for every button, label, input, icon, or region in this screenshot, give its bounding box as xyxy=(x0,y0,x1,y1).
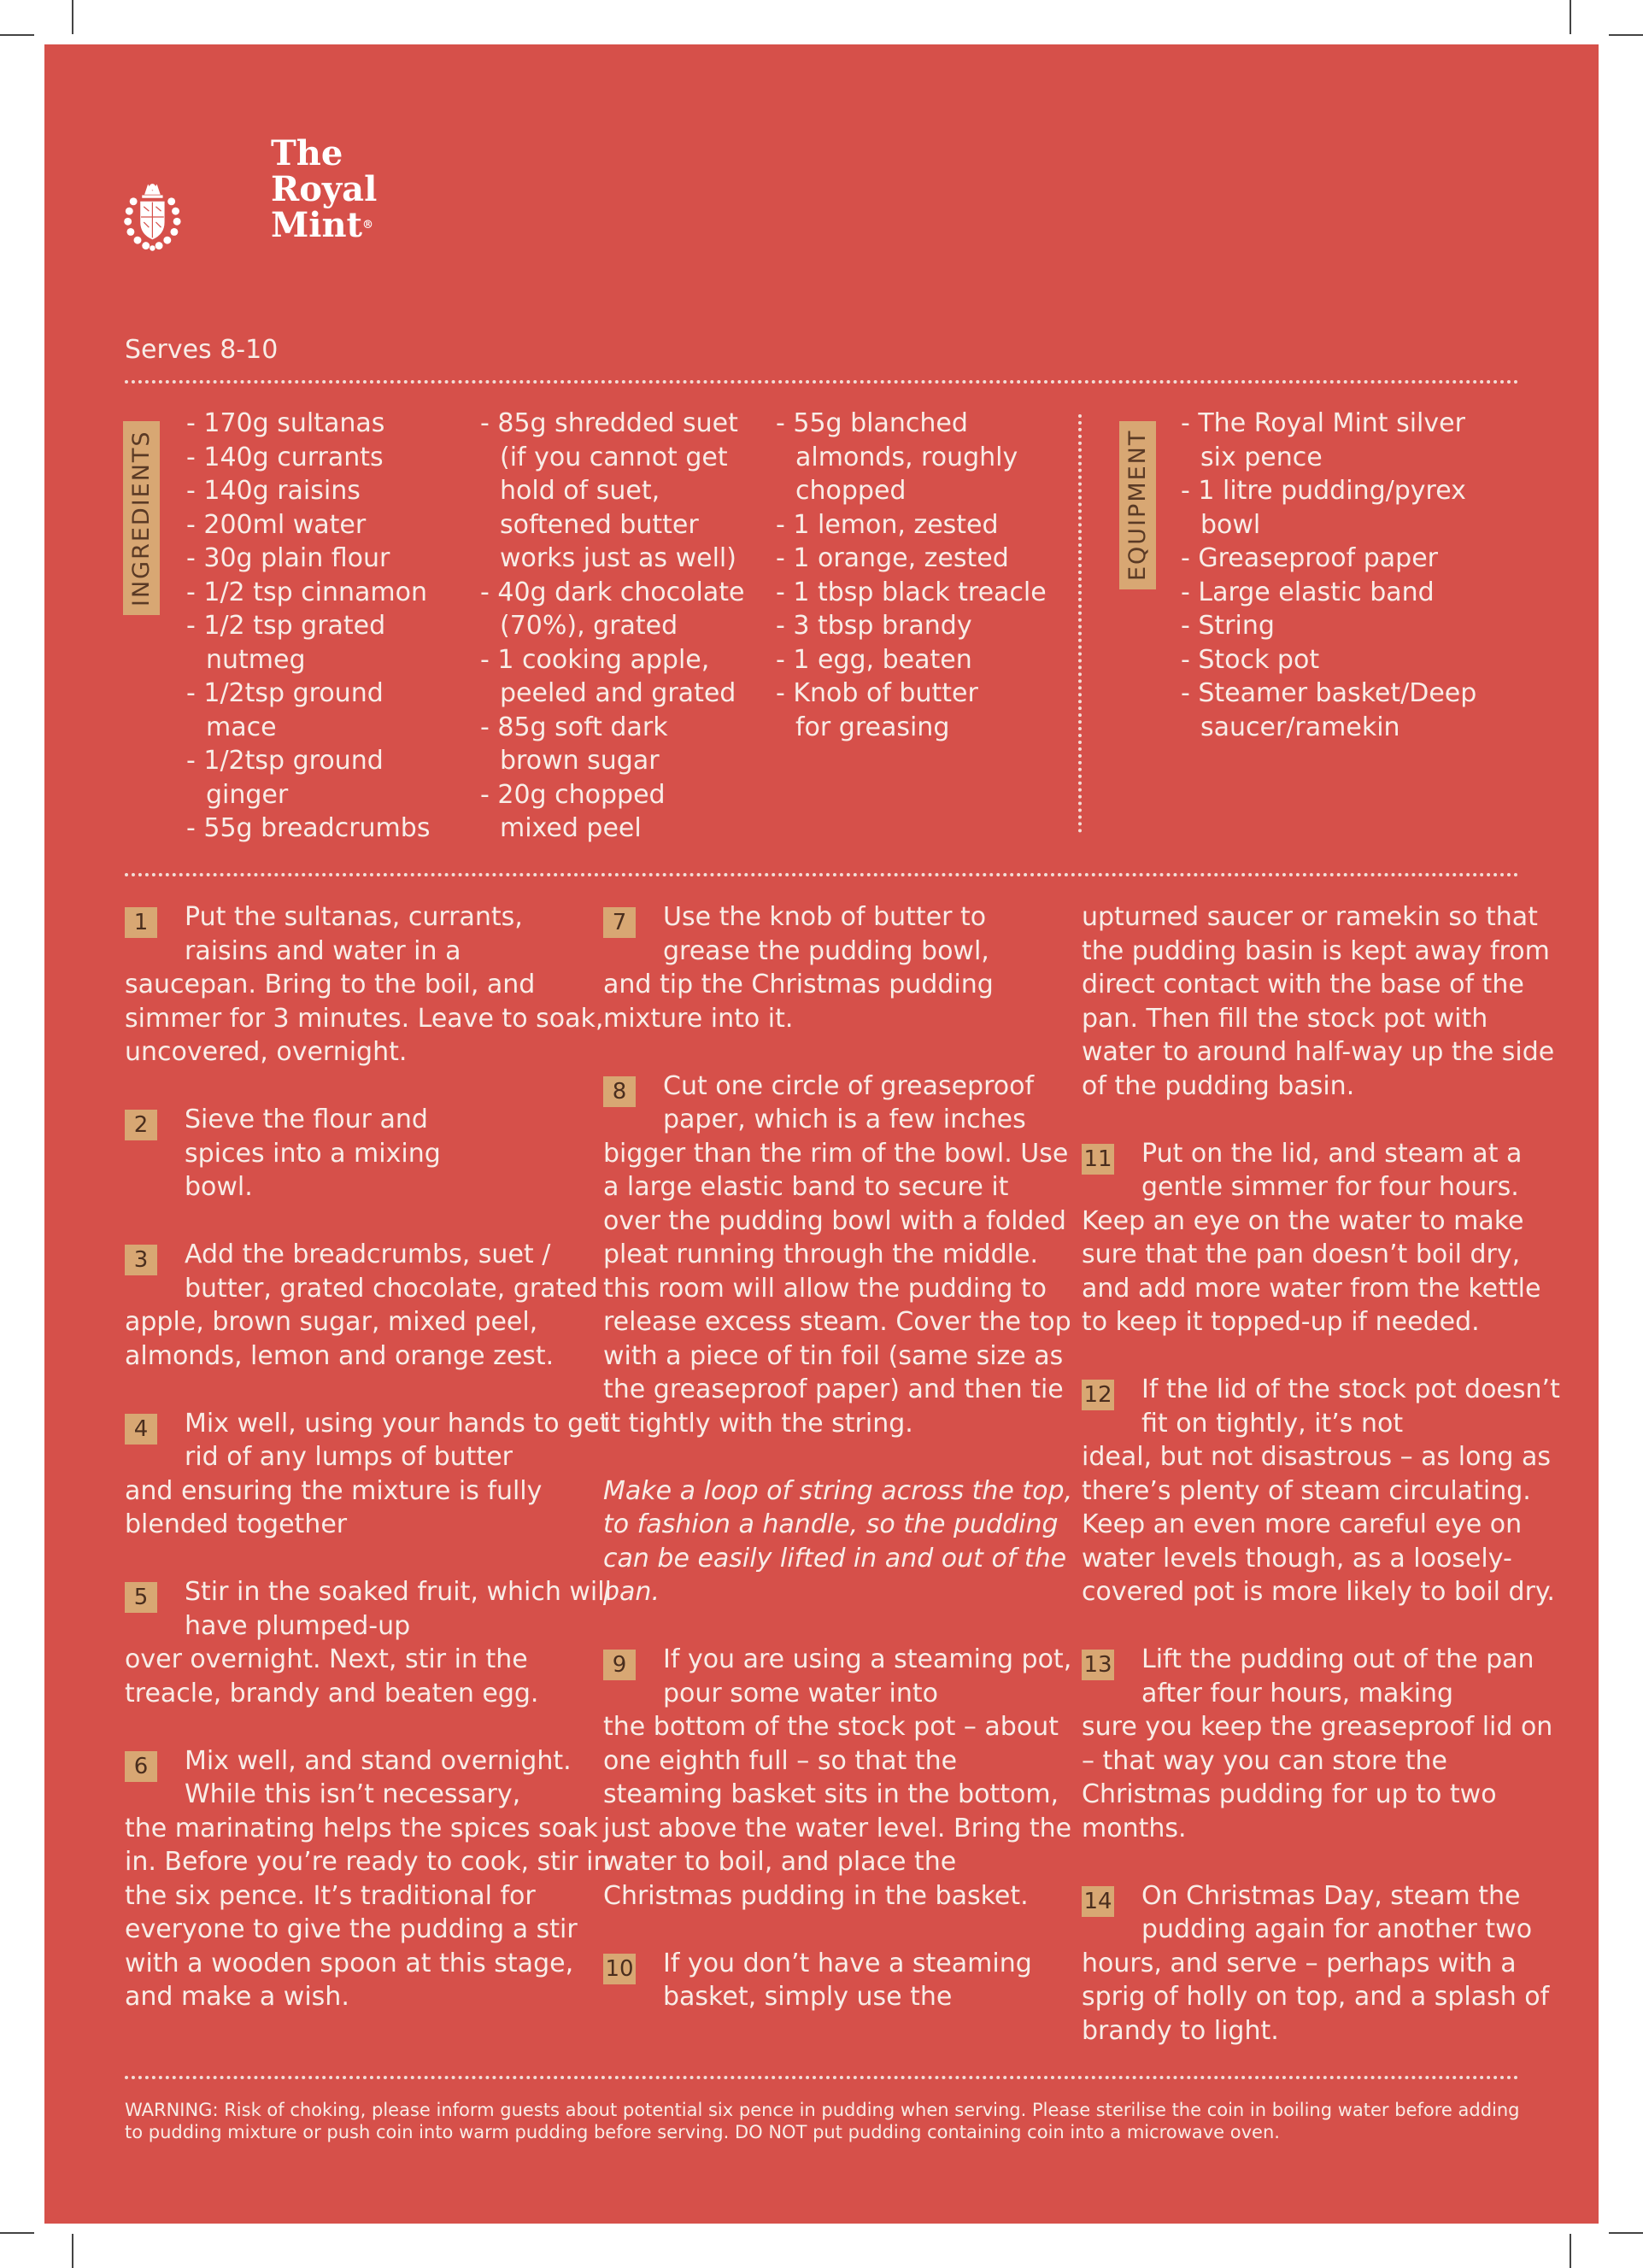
brand-line-2: Royal xyxy=(271,169,378,209)
ingredient-item: - 85g soft dark brown sugar xyxy=(480,712,668,776)
registered-mark: ® xyxy=(362,219,374,231)
step-number: 2 xyxy=(125,1110,157,1140)
serves-text: Serves 8-10 xyxy=(125,335,279,365)
step-number: 10 xyxy=(603,1954,636,1984)
crop-mark xyxy=(72,2234,73,2268)
crop-mark xyxy=(0,34,34,36)
equipment-label: EQUIPMENT xyxy=(1119,421,1156,589)
royal-mint-crest-logo xyxy=(123,117,268,314)
method-step-12: 12 If the lid of the stock pot doesn’t fit on tightly, it’s not ideal, but not disastrous – as long as there’s plenty of steam circulating. Keep an even more careful eye on water levels though, as a loosely-covered pot is more likely to boil dry. xyxy=(1082,1374,1560,1607)
ingredient-item: - 30g plain flour xyxy=(186,543,390,573)
ingredient-item: - 85g shredded suet (if you cannot get hold of suet, softened butter works just as well) xyxy=(480,408,738,573)
method-column-3 xyxy=(1082,900,1560,2082)
ingredient-item: - 200ml water xyxy=(186,509,367,540)
dotted-divider-bottom xyxy=(125,2076,1519,2079)
ingredient-item: - 55g breadcrumbs xyxy=(186,813,431,843)
ingredient-item: - 1/2 tsp cinnamon xyxy=(186,577,427,607)
step-number: 13 xyxy=(1082,1650,1114,1680)
crop-mark xyxy=(1570,2234,1571,2268)
equipment-item: - 1 litre pudding/pyrex bowl xyxy=(1181,476,1466,540)
step-number: 1 xyxy=(125,907,157,938)
ingredient-item: - 55g blanched almonds, roughly chopped xyxy=(776,408,1018,506)
method-step-14: 14 On Christmas Day, steam the pudding again for another two hours, and serve – perhaps with a sprig of holly on top, and a splash of brandy to light. xyxy=(1082,1880,1550,2046)
equipment-item: - String xyxy=(1181,611,1275,641)
method-step-4: 4 Mix well, using your hands to get rid of any lumps of butter and ensuring the mixture is fully blended together xyxy=(125,1408,610,1539)
ingredient-item: - 1 egg, beaten xyxy=(776,644,972,675)
brand-wordmark xyxy=(271,133,378,245)
ingredients-col-3 xyxy=(776,407,1058,744)
brand-line-1: The xyxy=(271,133,343,173)
method-step-2: 2 Sieve the flour and spices into a mixing bowl. xyxy=(125,1103,612,1204)
method-step-11: 11 Put on the lid, and steam at a gentle simmer for four hours. Keep an eye on the water to make sure that the pan doesn’t boil dry, and add more water from the kettle to keep it topped-up if needed. xyxy=(1082,1138,1541,1337)
method-column-1 xyxy=(125,900,612,2048)
ingredient-item: - 170g sultanas xyxy=(186,408,385,438)
method-step-10-continued: upturned saucer or ramekin so that the pudding basin is kept away from direct contact with the base of the pan. Then fill the stock pot with water to around half-way up the side of the pudding basin. xyxy=(1082,902,1555,1101)
ingredient-item: - 1/2tsp ground ginger xyxy=(186,746,384,810)
ingredients-col-1 xyxy=(186,407,443,846)
method-step-13: 13 Lift the pudding out of the pan after four hours, making sure you keep the greaseproof lid on – that way you can store the Christmas pudding for up to two months. xyxy=(1082,1644,1553,1843)
brand-line-3: Mint® xyxy=(271,205,374,245)
ingredient-item: - 1 tbsp black treacle xyxy=(776,577,1047,607)
ingredient-item: - Knob of butter for greasing xyxy=(776,678,978,742)
ingredient-item: - 1/2 tsp grated nutmeg xyxy=(186,611,386,675)
ingredients-label: INGREDIENTS xyxy=(123,421,160,615)
dotted-divider-middle xyxy=(125,873,1519,876)
dotted-divider-top xyxy=(125,380,1519,384)
method-step-8-note: Make a loop of string across the top, to fashion a handle, so the pudding can be easily lifted in and out of the pan. xyxy=(603,1475,1073,1607)
equipment-item: - Greaseproof paper xyxy=(1181,543,1438,573)
method-step-1: 1 Put the sultanas, currants, raisins and water in a saucepan. Bring to the boil, and simmer for 3 minutes. Leave to soak, uncovered, overnight. xyxy=(125,902,604,1067)
method-step-7: 7 Use the knob of butter to grease the pudding bowl, and tip the Christmas pudding mixture into it. xyxy=(603,902,994,1034)
step-number: 8 xyxy=(603,1076,636,1107)
ingredient-item: - 1 cooking apple, peeled and grated xyxy=(480,644,736,708)
method-step-8: 8 Cut one circle of greaseproof paper, which is a few inches bigger than the rim of the bowl. Use a large elastic band to secure it over the pudding bowl with a folded pleat running through the middle. this room will allow the pudding to release excess steam. Cover the top with a piece of tin foil (same size as the greaseproof paper) and then tie it tightly with the string. xyxy=(603,1070,1071,1439)
method-step-3: 3 Add the breadcrumbs, suet / butter, grated chocolate, grated apple, brown sugar, mixed peel, almonds, lemon and orange zest. xyxy=(125,1239,598,1371)
recipe-page xyxy=(44,44,1599,2224)
ingredients-col-2 xyxy=(480,407,745,846)
ingredient-item: - 140g currants xyxy=(186,442,384,472)
ingredient-item: - 140g raisins xyxy=(186,476,361,506)
equipment-item: - The Royal Mint silver six pence xyxy=(1181,408,1465,472)
ingredient-item: - 40g dark chocolate (70%), grated xyxy=(480,577,745,641)
crop-mark xyxy=(1570,0,1571,34)
warning-text: WARNING: Risk of choking, please inform guests about potential six pence in pudding when serving. Please sterilise the coin in boiling water before adding to pudding mixture or push coin into warm pudding before serving. DO NOT put pudding containing coin into a microwave oven. xyxy=(125,2100,1520,2142)
method-step-9: 9 If you are using a steaming pot, pour some water into the bottom of the stock pot – about one eighth full – so that the steaming basket sits in the bottom, just above the water level. Bring the water to boil, and place the Christmas pudding in the basket. xyxy=(603,1644,1072,1911)
crop-mark xyxy=(1609,34,1643,36)
ingredient-item: - 20g chopped mixed peel xyxy=(480,779,666,843)
equipment-item: - Stock pot xyxy=(1181,644,1320,675)
ingredient-item: - 1 lemon, zested xyxy=(776,509,999,540)
crop-mark xyxy=(1609,2232,1643,2234)
method-column-2 xyxy=(603,900,1073,2048)
ingredient-item: - 1/2tsp ground mace xyxy=(186,678,384,742)
equipment-item: - Large elastic band xyxy=(1181,577,1435,607)
dotted-divider-vertical xyxy=(1078,414,1082,833)
step-number: 4 xyxy=(125,1414,157,1445)
step-number: 6 xyxy=(125,1751,157,1782)
method-step-5: 5 Stir in the soaked fruit, which will have plumped-up over overnight. Next, stir in the treacle, brandy and beaten egg. xyxy=(125,1577,612,1708)
step-number: 3 xyxy=(125,1245,157,1275)
equipment-list xyxy=(1181,407,1477,744)
equipment-item: - Steamer basket/Deep saucer/ramekin xyxy=(1181,678,1477,742)
method-step-10: 10 If you don’t have a steaming basket, simply use the xyxy=(603,1947,1073,2014)
step-number: 12 xyxy=(1082,1380,1114,1410)
step-number: 9 xyxy=(603,1650,636,1680)
method-step-6: 6 Mix well, and stand overnight. While this isn’t necessary, the marinating helps the spices soak in. Before you’re ready to cook, stir in the six pence. It’s traditional for everyone to give the pudding a stir with a wooden spoon at this stage, and make a wish. xyxy=(125,1745,610,2012)
step-number: 5 xyxy=(125,1582,157,1613)
ingredient-item: - 3 tbsp brandy xyxy=(776,611,972,641)
step-number: 14 xyxy=(1082,1886,1114,1917)
step-number: 7 xyxy=(603,907,636,938)
step-number: 11 xyxy=(1082,1144,1114,1175)
crop-mark xyxy=(0,2232,34,2234)
ingredient-item: - 1 orange, zested xyxy=(776,543,1009,573)
crop-mark xyxy=(72,0,73,34)
